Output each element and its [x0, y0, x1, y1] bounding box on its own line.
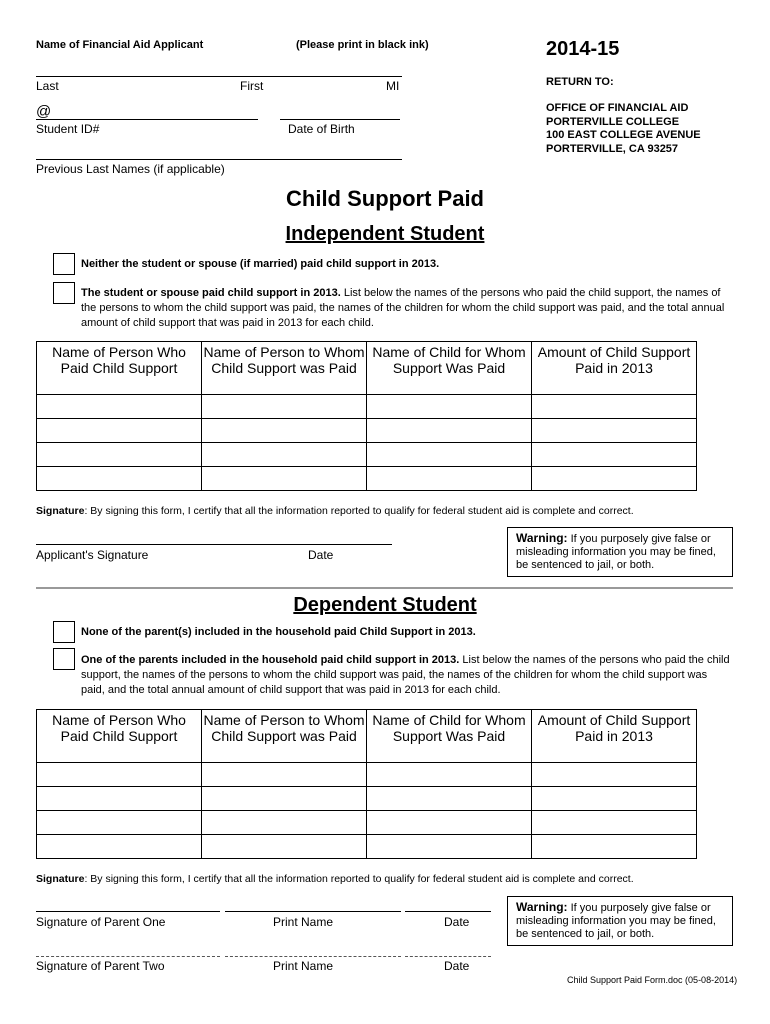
- parent1-print-name-label: Print Name: [273, 915, 334, 929]
- table-cell[interactable]: [532, 419, 697, 443]
- footer-doc-name: Child Support Paid Form.doc (05-08-2014): [567, 975, 738, 985]
- address-line: OFFICE OF FINANCIAL AID: [546, 102, 689, 114]
- table-cell[interactable]: [532, 835, 697, 859]
- dependent-no-support-checkbox[interactable]: [53, 621, 75, 643]
- applicant-signature-label: Applicant's Signature: [36, 548, 149, 562]
- table-cell[interactable]: [37, 835, 202, 859]
- warning-bold: Warning:: [516, 531, 568, 545]
- warning-text: If you purposely give false or misleading information you may be fined, be sentenced to jail, or both.: [516, 902, 716, 940]
- dob-label: Date of Birth: [288, 122, 355, 136]
- parent1-date-label: Date: [444, 915, 470, 929]
- table-cell[interactable]: [37, 443, 202, 467]
- dependent-option2-text: [81, 653, 731, 698]
- table-cell[interactable]: [367, 467, 532, 491]
- mi-label: MI: [386, 79, 400, 93]
- signature-bold: Signature: [36, 873, 85, 885]
- table-cell[interactable]: [532, 467, 697, 491]
- table-cell[interactable]: [202, 835, 367, 859]
- table-cell[interactable]: [532, 763, 697, 787]
- parent1-print-name-line[interactable]: [225, 911, 401, 912]
- table-cell[interactable]: [367, 811, 532, 835]
- table-row: [37, 787, 697, 811]
- parent2-print-name-label: Print Name: [273, 959, 334, 973]
- table-cell[interactable]: [367, 835, 532, 859]
- independent-option1-text: Neither the student or spouse (if married) paid child support in 2013.: [81, 258, 440, 270]
- first-name-label: First: [240, 79, 264, 93]
- warning-bold: Warning:: [516, 900, 568, 914]
- table-cell[interactable]: [367, 443, 532, 467]
- column-header: Amount of Child Support Paid in 2013: [532, 710, 697, 763]
- column-header: Name of Person Who Paid Child Support: [37, 710, 202, 763]
- table-cell[interactable]: [37, 419, 202, 443]
- warning-text: If you purposely give false or misleading information you may be fined, be sentenced to jail, or both.: [516, 533, 716, 571]
- independent-paid-support-checkbox[interactable]: [53, 282, 75, 304]
- return-to-label: RETURN TO:: [546, 76, 614, 88]
- parent2-signature-label: Signature of Parent Two: [36, 959, 165, 973]
- option2-rest: List below the names of the persons who paid the child support, the names of the persons to whom the child support was paid, the names of the children for whom the child support was paid, and the total annual amount of child support that was paid in 2013 for each child.: [81, 654, 730, 696]
- dependent-warning-box: [507, 896, 733, 946]
- table-cell[interactable]: [202, 467, 367, 491]
- table-row: [37, 419, 697, 443]
- independent-warning-box: [507, 527, 733, 577]
- independent-option2-text: [81, 286, 731, 331]
- dependent-support-table: [36, 709, 697, 859]
- applicant-date-label: Date: [308, 548, 334, 562]
- signature-text: : By signing this form, I certify that all the information reported to qualify for federal student aid is complete and correct.: [84, 873, 634, 885]
- address-line: PORTERVILLE COLLEGE: [546, 115, 680, 128]
- parent2-date-line[interactable]: [405, 956, 491, 957]
- column-header: Name of Child for Whom Support Was Paid: [367, 710, 532, 763]
- address-line: 100 EAST COLLEGE AVENUE: [546, 129, 701, 141]
- column-header: Amount of Child Support Paid in 2013: [532, 342, 697, 395]
- address-line: PORTERVILLE, CA 93257: [546, 142, 679, 155]
- at-symbol: @: [36, 103, 52, 120]
- column-header: Name of Child for Whom Support Was Paid: [367, 342, 532, 395]
- table-cell[interactable]: [532, 811, 697, 835]
- table-row: [37, 395, 697, 419]
- return-address: [546, 102, 701, 156]
- prev-names-label: Previous Last Names (if applicable): [36, 162, 225, 176]
- table-row: [37, 763, 697, 787]
- table-row: [37, 811, 697, 835]
- parent2-signature-line[interactable]: [36, 956, 220, 957]
- last-name-label: Last: [36, 79, 59, 93]
- option2-rest: List below the names of the persons who paid the child support, the names of the persons to whom the child support was paid, the names of the children for whom the child support was paid, and the total annual amount of child support that was paid in 2013 for each child.: [81, 287, 725, 329]
- column-header: Name of Person to Whom Child Support was Paid: [202, 710, 367, 763]
- table-cell[interactable]: [37, 467, 202, 491]
- student-id-label: Student ID#: [36, 122, 100, 136]
- table-cell[interactable]: [367, 419, 532, 443]
- table-cell[interactable]: [37, 763, 202, 787]
- parent1-signature-label: Signature of Parent One: [36, 915, 166, 929]
- independent-no-support-checkbox[interactable]: [53, 253, 75, 275]
- dependent-certification: [36, 873, 634, 885]
- table-cell[interactable]: [202, 395, 367, 419]
- dob-line[interactable]: [280, 119, 400, 120]
- table-cell[interactable]: [367, 763, 532, 787]
- table-cell[interactable]: [202, 787, 367, 811]
- table-row: [37, 835, 697, 859]
- parent2-print-name-line[interactable]: [225, 956, 401, 957]
- signature-bold: Signature: [36, 505, 85, 517]
- column-header: Name of Person to Whom Child Support was Paid: [202, 342, 367, 395]
- independent-certification: [36, 505, 634, 517]
- table-cell[interactable]: [367, 395, 532, 419]
- table-cell[interactable]: [202, 443, 367, 467]
- parent2-date-label: Date: [444, 959, 470, 973]
- table-cell[interactable]: [202, 763, 367, 787]
- student-id-line[interactable]: [36, 119, 258, 120]
- dependent-paid-support-checkbox[interactable]: [53, 648, 75, 670]
- form-year: 2014-15: [546, 38, 620, 60]
- column-header: Name of Person Who Paid Child Support: [37, 342, 202, 395]
- table-cell[interactable]: [202, 811, 367, 835]
- applicant-name-label: Name of Financial Aid Applicant: [36, 39, 204, 51]
- independent-support-table: [36, 341, 697, 491]
- table-cell[interactable]: [37, 395, 202, 419]
- dependent-option1-text: None of the parent(s) included in the household paid Child Support in 2013.: [81, 626, 476, 638]
- table-cell[interactable]: [37, 787, 202, 811]
- independent-heading: Independent Student: [285, 223, 485, 245]
- table-row: [37, 443, 697, 467]
- applicant-signature-line[interactable]: [36, 544, 392, 545]
- dependent-heading: Dependent Student: [293, 594, 477, 616]
- option2-bold: The student or spouse paid child support in 2013.: [81, 287, 341, 299]
- parent1-date-line[interactable]: [405, 911, 491, 912]
- section-divider: [36, 587, 733, 589]
- table-cell[interactable]: [367, 787, 532, 811]
- signature-text: : By signing this form, I certify that all the information reported to qualify for federal student aid is complete and correct.: [84, 505, 634, 517]
- table-cell[interactable]: [202, 419, 367, 443]
- table-cell[interactable]: [532, 395, 697, 419]
- print-ink-note: (Please print in black ink): [296, 39, 429, 51]
- prev-names-line[interactable]: [36, 159, 402, 160]
- form-title: Child Support Paid: [286, 186, 484, 211]
- table-cell[interactable]: [37, 811, 202, 835]
- name-field-line[interactable]: [36, 76, 402, 77]
- table-cell[interactable]: [532, 443, 697, 467]
- parent1-signature-line[interactable]: [36, 911, 220, 912]
- table-cell[interactable]: [532, 787, 697, 811]
- table-row: [37, 467, 697, 491]
- option2-bold: One of the parents included in the household paid child support in 2013.: [81, 654, 460, 666]
